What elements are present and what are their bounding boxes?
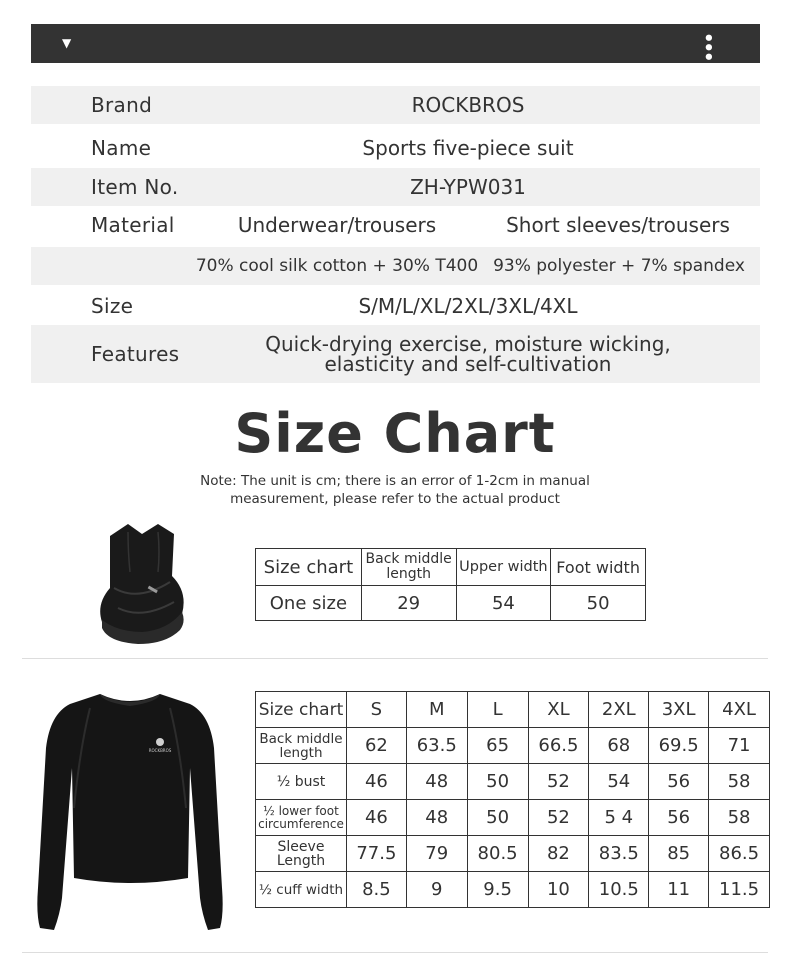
- size-chart-note: [160, 472, 630, 508]
- kebab-menu-icon[interactable]: •••: [697, 32, 718, 61]
- shirt-cell: 80.5: [467, 836, 528, 872]
- shirt-header-cell: Size chart: [256, 692, 347, 728]
- shirt-cell: 65: [467, 728, 528, 764]
- shirt-row-label: Back middle length: [256, 728, 347, 764]
- mask-header-cell: Back middle length: [361, 549, 456, 586]
- spec-label: Features: [91, 342, 180, 366]
- shirt-cell: 58: [709, 800, 770, 836]
- spec-value: S/M/L/XL/2XL/3XL/4XL: [358, 294, 578, 318]
- shirt-header-cell: M: [406, 692, 467, 728]
- shirt-cell: 85: [649, 836, 709, 872]
- material-col1-head: Underwear/trousers: [237, 213, 437, 237]
- shirt-cell: 9: [406, 872, 467, 908]
- note-line-1: Note: The unit is cm; there is an error of 1-2cm in manual: [200, 473, 590, 489]
- shirt-cell: 69.5: [649, 728, 709, 764]
- spec-value: Sports five-piece suit: [362, 136, 574, 160]
- shirt-cell: 46: [346, 800, 406, 836]
- material-col2-value: 93% polyester + 7% spandex: [493, 256, 745, 276]
- shirt-row-label: ½ lower foot circumference: [256, 800, 347, 836]
- shirt-cell: 71: [709, 728, 770, 764]
- spec-value: [231, 325, 705, 383]
- shirt-size-table: [255, 691, 770, 908]
- spec-label: Size: [91, 294, 134, 318]
- shirt-cell: 56: [649, 800, 709, 836]
- spec-row-name: [31, 128, 760, 168]
- shirt-cell: 50: [467, 800, 528, 836]
- shirt-logo-text: ROCKBROS: [148, 748, 172, 753]
- shirt-cell: 62: [346, 728, 406, 764]
- long-sleeve-shirt-image: [30, 688, 230, 936]
- shirt-cell: 77.5: [346, 836, 406, 872]
- shirt-cell: 48: [406, 764, 467, 800]
- section-divider: [22, 658, 768, 659]
- shirt-header-cell: 2XL: [589, 692, 649, 728]
- neck-gaiter-image: [88, 522, 198, 644]
- shirt-cell: 52: [528, 764, 589, 800]
- spec-value: ZH-YPW031: [410, 175, 526, 199]
- spec-label: Material: [91, 213, 175, 237]
- shirt-cell: 63.5: [406, 728, 467, 764]
- shirt-cell: 50: [467, 764, 528, 800]
- shirt-header-cell: 4XL: [709, 692, 770, 728]
- mask-cell: 29: [361, 586, 456, 621]
- mask-size-table: [255, 548, 646, 621]
- shirt-cell: 54: [589, 764, 649, 800]
- top-bar: [31, 24, 760, 63]
- shirt-cell: 9.5: [467, 872, 528, 908]
- spec-row-features: [31, 325, 760, 383]
- shirt-cell: 86.5: [709, 836, 770, 872]
- shirt-cell: 83.5: [589, 836, 649, 872]
- spec-label: Brand: [91, 93, 153, 117]
- shirt-cell: 79: [406, 836, 467, 872]
- spec-value: ROCKBROS: [411, 93, 525, 117]
- shirt-row-label: ½ bust: [256, 764, 347, 800]
- mask-cell: 54: [456, 586, 551, 621]
- spec-row-material: [31, 206, 760, 244]
- shirt-cell: 66.5: [528, 728, 589, 764]
- material-col1-value: 70% cool silk cotton + 30% T400: [195, 256, 479, 276]
- mask-header-cell: Upper width: [456, 549, 551, 586]
- material-col2-head: Short sleeves/trousers: [506, 213, 730, 237]
- shirt-cell: 52: [528, 800, 589, 836]
- shirt-header-cell: L: [467, 692, 528, 728]
- shirt-cell: 56: [649, 764, 709, 800]
- shirt-header-cell: S: [346, 692, 406, 728]
- shirt-cell: 48: [406, 800, 467, 836]
- spec-label: Item No.: [91, 175, 179, 199]
- size-chart-title: Size Chart: [234, 402, 556, 465]
- shirt-cell: 11: [649, 872, 709, 908]
- shirt-row-label: Sleeve Length: [256, 836, 347, 872]
- shirt-cell: 82: [528, 836, 589, 872]
- spec-label: Name: [91, 136, 152, 160]
- shirt-cell: 68: [589, 728, 649, 764]
- shirt-cell: 46: [346, 764, 406, 800]
- spec-row-material-values: [31, 247, 760, 285]
- shirt-cell: 10: [528, 872, 589, 908]
- shirt-cell: 11.5: [709, 872, 770, 908]
- mask-cell: 50: [551, 586, 646, 621]
- shirt-row-label: ½ cuff width: [256, 872, 347, 908]
- shirt-cell: 5 4: [589, 800, 649, 836]
- mask-row-label: One size: [256, 586, 362, 621]
- features-line-1: Quick-drying exercise, moisture wicking,: [265, 332, 671, 356]
- mask-header-cell: Size chart: [256, 549, 362, 586]
- spec-row-item-no: [31, 168, 760, 206]
- shirt-cell: 58: [709, 764, 770, 800]
- shirt-cell: 10.5: [589, 872, 649, 908]
- shirt-header-cell: 3XL: [649, 692, 709, 728]
- spec-row-brand: [31, 86, 760, 124]
- shirt-header-cell: XL: [528, 692, 589, 728]
- note-line-2: measurement, please refer to the actual product: [230, 491, 560, 507]
- section-divider: [22, 952, 768, 953]
- shirt-cell: 8.5: [346, 872, 406, 908]
- mask-header-cell: Foot width: [551, 549, 646, 586]
- spec-row-size: [31, 287, 760, 325]
- features-line-2: elasticity and self-cultivation: [324, 352, 612, 376]
- triangle-down-icon[interactable]: ▼: [62, 36, 72, 50]
